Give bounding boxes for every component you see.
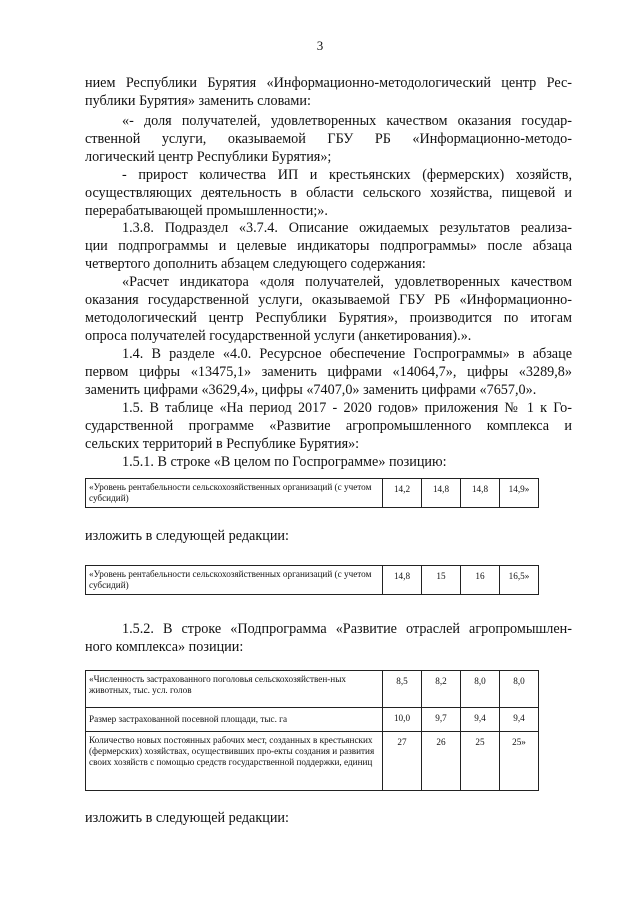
table-cell: 14,8 <box>422 479 461 508</box>
text-line: 1.3.8. Подраздел «3.7.4. Описание ожидаемых результатов реализа- <box>122 220 572 236</box>
table-cell-label: Размер застрахованной посевной площади, тыс. га <box>86 708 383 732</box>
table-cell: 8,5 <box>383 671 422 708</box>
text-line: ции подпрограммы и целевые индикаторы подпрограммы» после абзаца <box>85 238 572 254</box>
table-subprogram-positions <box>85 670 539 791</box>
text-line: логический центр Республики Бурятия»; <box>85 149 332 165</box>
text-line: «Расчет индикатора «доля получателей, удовлетворенных качеством <box>122 274 572 290</box>
table-row <box>86 671 539 708</box>
paragraph-1-5-1: 1.5.1. В строке «В целом по Госпрограмме» позицию: <box>122 454 447 470</box>
table-row <box>86 732 539 791</box>
table-cell: 14,8 <box>461 479 500 508</box>
table-cell-label: Количество новых постоянных рабочих мест, созданных в крестьянских (фермерских) хозяйствах, осуществивших про-екты создания и развития своих хозяйств с помощью средств государственной поддержки, единиц <box>86 732 383 791</box>
text-line: заменить цифрами «3629,4», цифры «7407,0» заменить цифрами «7657,0». <box>85 382 537 398</box>
table-new-profitability <box>85 565 539 595</box>
table-cell: 8,2 <box>422 671 461 708</box>
text-line: ственной услуги, оказываемой ГБУ РБ «Информационно-методо- <box>85 131 572 147</box>
text-line: перерабатывающей промышленности;». <box>85 203 328 219</box>
text-line: сударственной программе «Развитие агропромышленного комплекса и <box>85 418 572 434</box>
table-cell: 27 <box>383 732 422 791</box>
text-line: методологический центр Республики Бурятия», производится по итогам <box>85 310 572 326</box>
quote-indicator-calc <box>85 273 572 345</box>
paragraph-intro <box>85 74 572 110</box>
text-line: первом цифры «13475,1» заменить цифрами «14064,7», цифры «3289,8» <box>85 364 572 380</box>
table-cell: 10,0 <box>383 708 422 732</box>
text-line: четвертого дополнить абзацем следующего содержания: <box>85 256 426 272</box>
paragraph-1-3-8 <box>85 219 572 273</box>
table-cell: 25» <box>500 732 539 791</box>
text-line: ного комплекса» позиции: <box>85 639 244 655</box>
paragraph-1-4 <box>85 345 572 399</box>
text-line: нием Республики Бурятия «Информационно-методологический центр Рес- <box>85 75 572 91</box>
text-line: осуществляющих деятельность в области сельского хозяйства, пищевой и <box>85 185 572 201</box>
table-cell: 9,7 <box>422 708 461 732</box>
table-cell: 14,2 <box>383 479 422 508</box>
table-row <box>86 479 539 508</box>
table-cell: 16 <box>461 566 500 595</box>
text-line: опроса получателей государственной услуги (анкетирования).». <box>85 328 472 344</box>
table-cell-label: «Уровень рентабельности сельскохозяйственных организаций (с учетом субсидий) <box>86 479 383 508</box>
table-original-profitability <box>85 478 539 508</box>
text-line: 1.5.2. В строке «Подпрограмма «Развитие отраслей агропромышлен- <box>122 621 572 637</box>
table-cell: 9,4 <box>500 708 539 732</box>
page-number: 3 <box>316 38 324 53</box>
table-cell: 8,0 <box>500 671 539 708</box>
table-row <box>86 566 539 595</box>
text-line: оказания государственной услуги, оказываемой ГБУ РБ «Информационно- <box>85 292 572 308</box>
table-cell: 14,8 <box>383 566 422 595</box>
table-cell-label: «Численность застрахованного поголовья сельскохозяйствен-ных животных, тыс. усл. голов <box>86 671 383 708</box>
text-line: сельских территорий в Республике Бурятия»: <box>85 436 360 452</box>
table-cell-label: «Уровень рентабельности сельскохозяйственных организаций (с учетом субсидий) <box>86 566 383 595</box>
text-line: 1.4. В разделе «4.0. Ресурсное обеспечение Госпрограммы» в абзаце <box>122 346 572 362</box>
edit-instruction: изложить в следующей редакции: <box>85 810 289 826</box>
table-cell: 15 <box>422 566 461 595</box>
text-line: «- доля получателей, удовлетворенных качеством оказания государ- <box>122 113 572 129</box>
edit-instruction: изложить в следующей редакции: <box>85 528 289 544</box>
text-line: - прирост количества ИП и крестьянских (фермерских) хозяйств, <box>122 167 572 183</box>
paragraph-1-5 <box>85 399 572 453</box>
quote-share-recipients <box>85 112 572 166</box>
text-line: 1.5. В таблице «На период 2017 - 2020 годов» приложения № 1 к Го- <box>122 400 572 416</box>
table-cell: 16,5» <box>500 566 539 595</box>
table-cell: 25 <box>461 732 500 791</box>
text-line: публики Бурятия» заменить словами: <box>85 93 311 109</box>
table-cell: 14,9» <box>500 479 539 508</box>
table-cell: 26 <box>422 732 461 791</box>
paragraph-1-5-2 <box>85 620 572 656</box>
table-cell: 8,0 <box>461 671 500 708</box>
table-row <box>86 708 539 732</box>
table-cell: 9,4 <box>461 708 500 732</box>
quote-farm-growth <box>85 166 572 220</box>
